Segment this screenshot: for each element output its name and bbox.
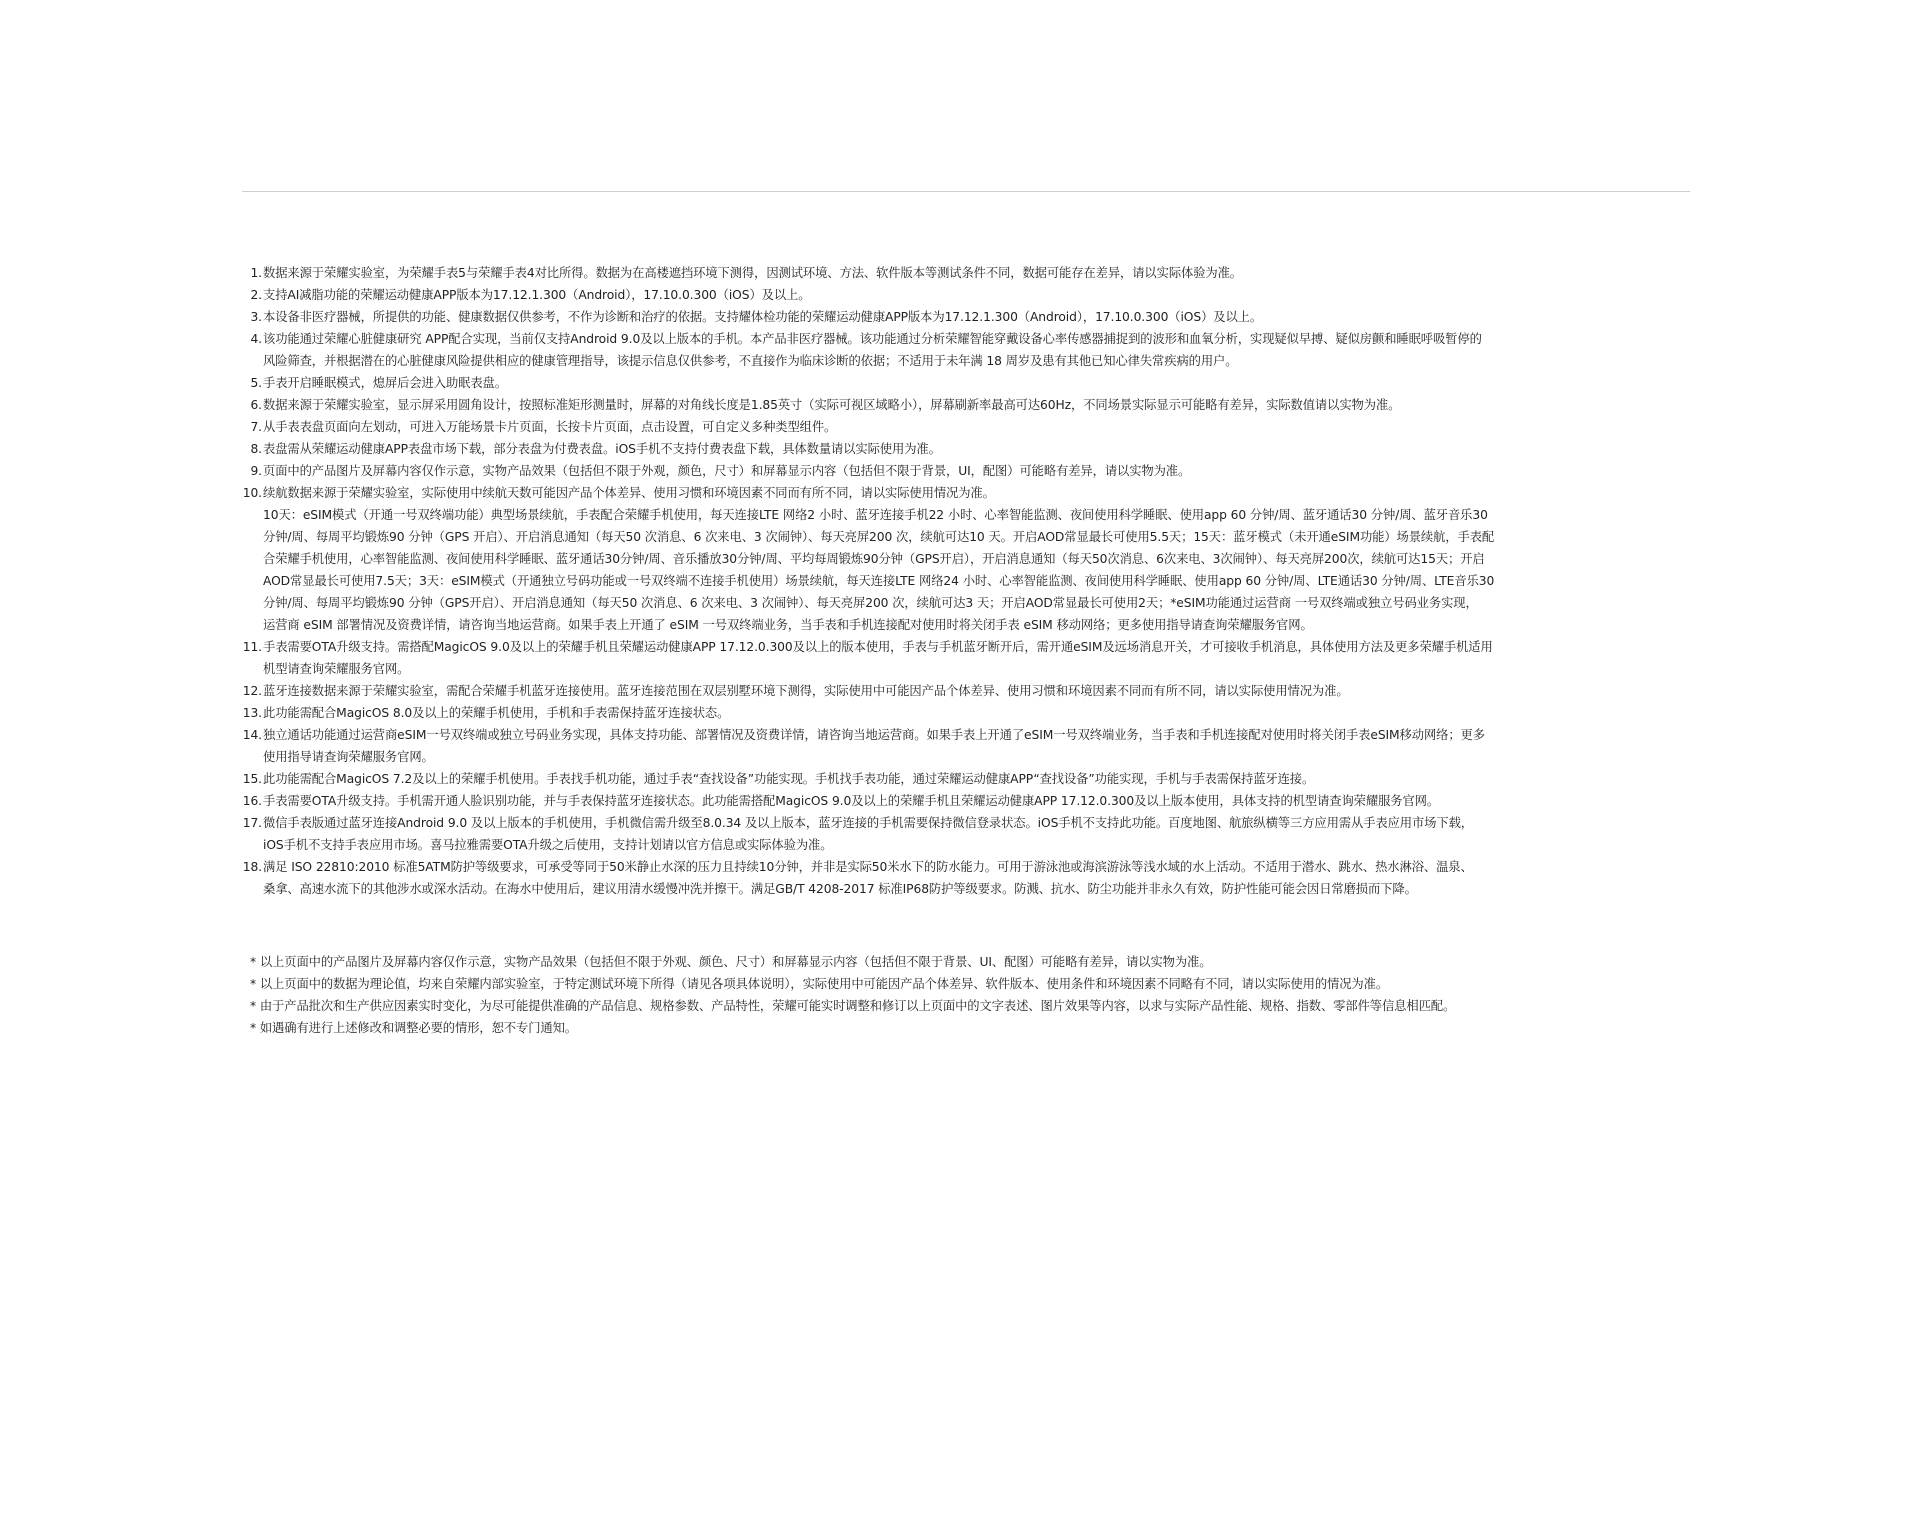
footnote-item: [242, 284, 1690, 306]
footnote-number: 14.: [242, 728, 262, 742]
disclaimer-item: * 如遇确有进行上述修改和调整必要的情形，恕不专门通知。: [250, 1021, 577, 1035]
footnote-number: 18.: [242, 860, 262, 874]
footnote-number: 15.: [242, 772, 262, 786]
footnote-item: [242, 394, 1690, 416]
footnote-text: 此功能需配合MagicOS 7.2及以上的荣耀手机使用。手表找手机功能，通过手表“查找设备”功能实现。手机找手表功能，通过荣耀运动健康APP“查找设备”功能实现，手机与手表需保持蓝牙连接。: [263, 772, 1315, 786]
footnote-number: 7.: [250, 420, 262, 434]
footnote-text: 该功能通过荣耀心脏健康研究 APP配合实现，当前仅支持Android 9.0及以上版本的手机。本产品非医疗器械。该功能通过分析荣耀智能穿戴设备心率传感器捕捉到的波形和血氧分析，实现疑似早搏、疑似房颤和睡眠呼吸暂停的 风险筛查，并根据潜在的心脏健康风险提供相应的健康管理指导，该提示信息仅供参考，不直接作为临床诊断的依据；不适用于未年满 18 周岁及患有其他已知心律失常疾病的用户。: [263, 332, 1482, 368]
footnote-number: 5.: [250, 376, 262, 390]
footnote-text: 手表需要OTA升级支持。需搭配MagicOS 9.0及以上的荣耀手机且荣耀运动健康APP 17.12.0.300及以上的版本使用，手表与手机蓝牙断开后，需开通eSIM及远场消息开关，才可接收手机消息，具体使用方法及更多荣耀手机适用 机型请查询荣耀服务官网。: [263, 640, 1493, 676]
footnote-item: [242, 702, 1690, 724]
footnote-number: 13.: [242, 706, 262, 720]
footnote-item: [242, 856, 1690, 900]
footnote-number: 10.: [242, 486, 262, 500]
footnote-item: [242, 680, 1690, 702]
footnote-item: [242, 724, 1690, 768]
footnote-item: [242, 768, 1690, 790]
footnote-number: 12.: [242, 684, 262, 698]
footnote-item: [242, 262, 1690, 284]
footnote-text: 手表开启睡眠模式，熄屏后会进入助眠表盘。: [263, 376, 507, 390]
section-divider: [242, 191, 1690, 192]
footnote-text: 数据来源于荣耀实验室，显示屏采用圆角设计，按照标准矩形测量时，屏幕的对角线长度是1.85英寸（实际可视区域略小），屏幕刷新率最高可达60Hz，不同场景实际显示可能略有差异，实际数值请以实物为准。: [263, 398, 1401, 412]
footnote-item: [242, 482, 1690, 636]
footnote-number: 9.: [250, 464, 262, 478]
footnote-number: 1.: [250, 266, 262, 280]
footnote-item: [242, 372, 1690, 394]
footnote-text: 此功能需配合MagicOS 8.0及以上的荣耀手机使用，手机和手表需保持蓝牙连接状态。: [263, 706, 730, 720]
footnote-number: 2.: [250, 288, 262, 302]
footnote-item: [242, 306, 1690, 328]
footnote-number: 17.: [242, 816, 262, 830]
footnote-text: 独立通话功能通过运营商eSIM一号双终端或独立号码业务实现，具体支持功能、部署情况及资费详情，请咨询当地运营商。如果手表上开通了eSIM一号双终端业务，当手表和手机连接配对使用时将关闭手表eSIM移动网络；更多 使用指导请查询荣耀服务官网。: [263, 728, 1485, 764]
footnote-item: [242, 328, 1690, 372]
disclaimer-list: [250, 951, 1690, 1039]
footnote-number: 3.: [250, 310, 262, 324]
footnote-number: 11.: [242, 640, 262, 654]
footnote-text: 表盘需从荣耀运动健康APP表盘市场下载，部分表盘为付费表盘。iOS手机不支持付费表盘下载，具体数量请以实际使用为准。: [263, 442, 941, 456]
footnote-number: 6.: [250, 398, 262, 412]
footnote-text: 微信手表版通过蓝牙连接Android 9.0 及以上版本的手机使用，手机微信需升级至8.0.34 及以上版本，蓝牙连接的手机需要保持微信登录状态。iOS手机不支持此功能。百度地图、航旅纵横等三方应用需从手表应用市场下载， iOS手机不支持手表应用市场。喜马拉雅需要OTA升级之后使用，支持计划请以官方信息或实际体验为准。: [263, 816, 1473, 852]
footnote-item: [242, 636, 1690, 680]
footnote-item: [242, 416, 1690, 438]
footnote-text: 页面中的产品图片及屏幕内容仅作示意，实物产品效果（包括但不限于外观，颜色，尺寸）和屏幕显示内容（包括但不限于背景，UI，配图）可能略有差异，请以实物为准。: [263, 464, 1191, 478]
footnote-item: [242, 812, 1690, 856]
footnote-item: [242, 460, 1690, 482]
footnote-text: 支持AI减脂功能的荣耀运动健康APP版本为17.12.1.300（Android），17.10.0.300（iOS）及以上。: [263, 288, 811, 302]
footnote-item: [242, 790, 1690, 812]
footnote-text: 本设备非医疗器械，所提供的功能、健康数据仅供参考，不作为诊断和治疗的依据。支持耀体检功能的荣耀运动健康APP版本为17.12.1.300（Android），17.10.0.300（iOS）及以上。: [263, 310, 1263, 324]
footnote-item: [242, 438, 1690, 460]
footnote-text: 从手表表盘页面向左划动，可进入万能场景卡片页面，长按卡片页面，点击设置，可自定义多种类型组件。: [263, 420, 837, 434]
disclaimer-item: * 以上页面中的产品图片及屏幕内容仅作示意，实物产品效果（包括但不限于外观、颜色、尺寸）和屏幕显示内容（包括但不限于背景、UI、配图）可能略有差异，请以实物为准。: [250, 955, 1212, 969]
footnote-number: 8.: [250, 442, 262, 456]
disclaimer-item: * 以上页面中的数据为理论值，均来自荣耀内部实验室，于特定测试环境下所得（请见各项具体说明），实际使用中可能因产品个体差异、软件版本、使用条件和环境因素不同略有不同，请以实际使用的情况为准。: [250, 977, 1389, 991]
footnote-number: 16.: [242, 794, 262, 808]
footnotes-list: [242, 262, 1690, 900]
footnote-text: 续航数据来源于荣耀实验室，实际使用中续航天数可能因产品个体差异、使用习惯和环境因素不同而有所不同，请以实际使用情况为准。 10天：eSIM模式（开通一号双终端功能）典型场景续航，手表配合荣耀手机使用，每天连接LTE 网络2 小时、蓝牙连接手机22 小时、心率智能监测、夜间使用科学睡眠、使用app 60 分钟/周、蓝牙通话30 分钟/周、蓝牙音乐30 分钟/周、每周平均锻炼90 分钟（GPS 开启）、开启消息通知（每天50 次消息、6 次来电、3 次闹钟）、每天亮屏200 次，续航可达10 天。开启AOD常显最长可使用5.5天；15天：蓝牙模式（未开通eSIM功能）场景续航，手表配 合荣耀手机使用，心率智能监测、夜间使用科学睡眠、蓝牙通话30分钟/周、音乐播放30分钟/周、平均每周锻炼90分钟（GPS开启），开启消息通知（每天50次消息、6次来电、3次闹钟）、每天亮屏200次，续航可达15天；开启 AOD常显最长可使用7.5天；3天：eSIM模式（开通独立号码功能或一号双终端不连接手机使用）场景续航，每天连接LTE 网络24 小时、心率智能监测、夜间使用科学睡眠、使用app 60 分钟/周、LTE通话30 分钟/周、LTE音乐30 分钟/周、每周平均锻炼90 分钟（GPS开启）、开启消息通知（每天50 次消息、6 次来电、3 次闹钟）、每天亮屏200 次，续航可达3 天；开启AOD常显最长可使用2天；*eSIM功能通过运营商 一号双终端或独立号码业务实现， 运营商 eSIM 部署情况及资费详情，请咨询当地运营商。如果手表上开通了 eSIM 一号双终端业务，当手表和手机连接配对使用时将关闭手表 eSIM 移动网络；更多使用指导请查询荣耀服务官网。: [263, 486, 1495, 632]
footnote-text: 蓝牙连接数据来源于荣耀实验室，需配合荣耀手机蓝牙连接使用。蓝牙连接范围在双层别墅环境下测得，实际使用中可能因产品个体差异、使用习惯和环境因素不同而有所不同，请以实际使用情况为准。: [263, 684, 1349, 698]
footnote-number: 4.: [250, 332, 262, 346]
footnote-text: 数据来源于荣耀实验室，为荣耀手表5与荣耀手表4对比所得。数据为在高楼遮挡环境下测得，因测试环境、方法、软件版本等测试条件不同，数据可能存在差异，请以实际体验为准。: [263, 266, 1243, 280]
footnote-text: 手表需要OTA升级支持。手机需开通人脸识别功能，并与手表保持蓝牙连接状态。此功能需搭配MagicOS 9.0及以上的荣耀手机且荣耀运动健康APP 17.12.0.300及以上版本使用，具体支持的机型请查询荣耀服务官网。: [263, 794, 1440, 808]
disclaimer-item: * 由于产品批次和生产供应因素实时变化，为尽可能提供准确的产品信息、规格参数、产品特性，荣耀可能实时调整和修订以上页面中的文字表述、图片效果等内容，以求与实际产品性能、规格、指数、零部件等信息相匹配。: [250, 999, 1456, 1013]
footnote-text: 满足 ISO 22810:2010 标准5ATM防护等级要求，可承受等同于50米静止水深的压力且持续10分钟，并非是实际50米水下的防水能力。可用于游泳池或海滨游泳等浅水域的水上活动。不适用于潜水、跳水、热水淋浴、温泉、 桑拿、高速水流下的其他涉水或深水活动。在海水中使用后，建议用清水缓慢冲洗并擦干。满足GB/T 4208-2017 标准IP68防护等级要求。防溅、抗水、防尘功能并非永久有效，防护性能可能会因日常磨损而下降。: [263, 860, 1473, 896]
